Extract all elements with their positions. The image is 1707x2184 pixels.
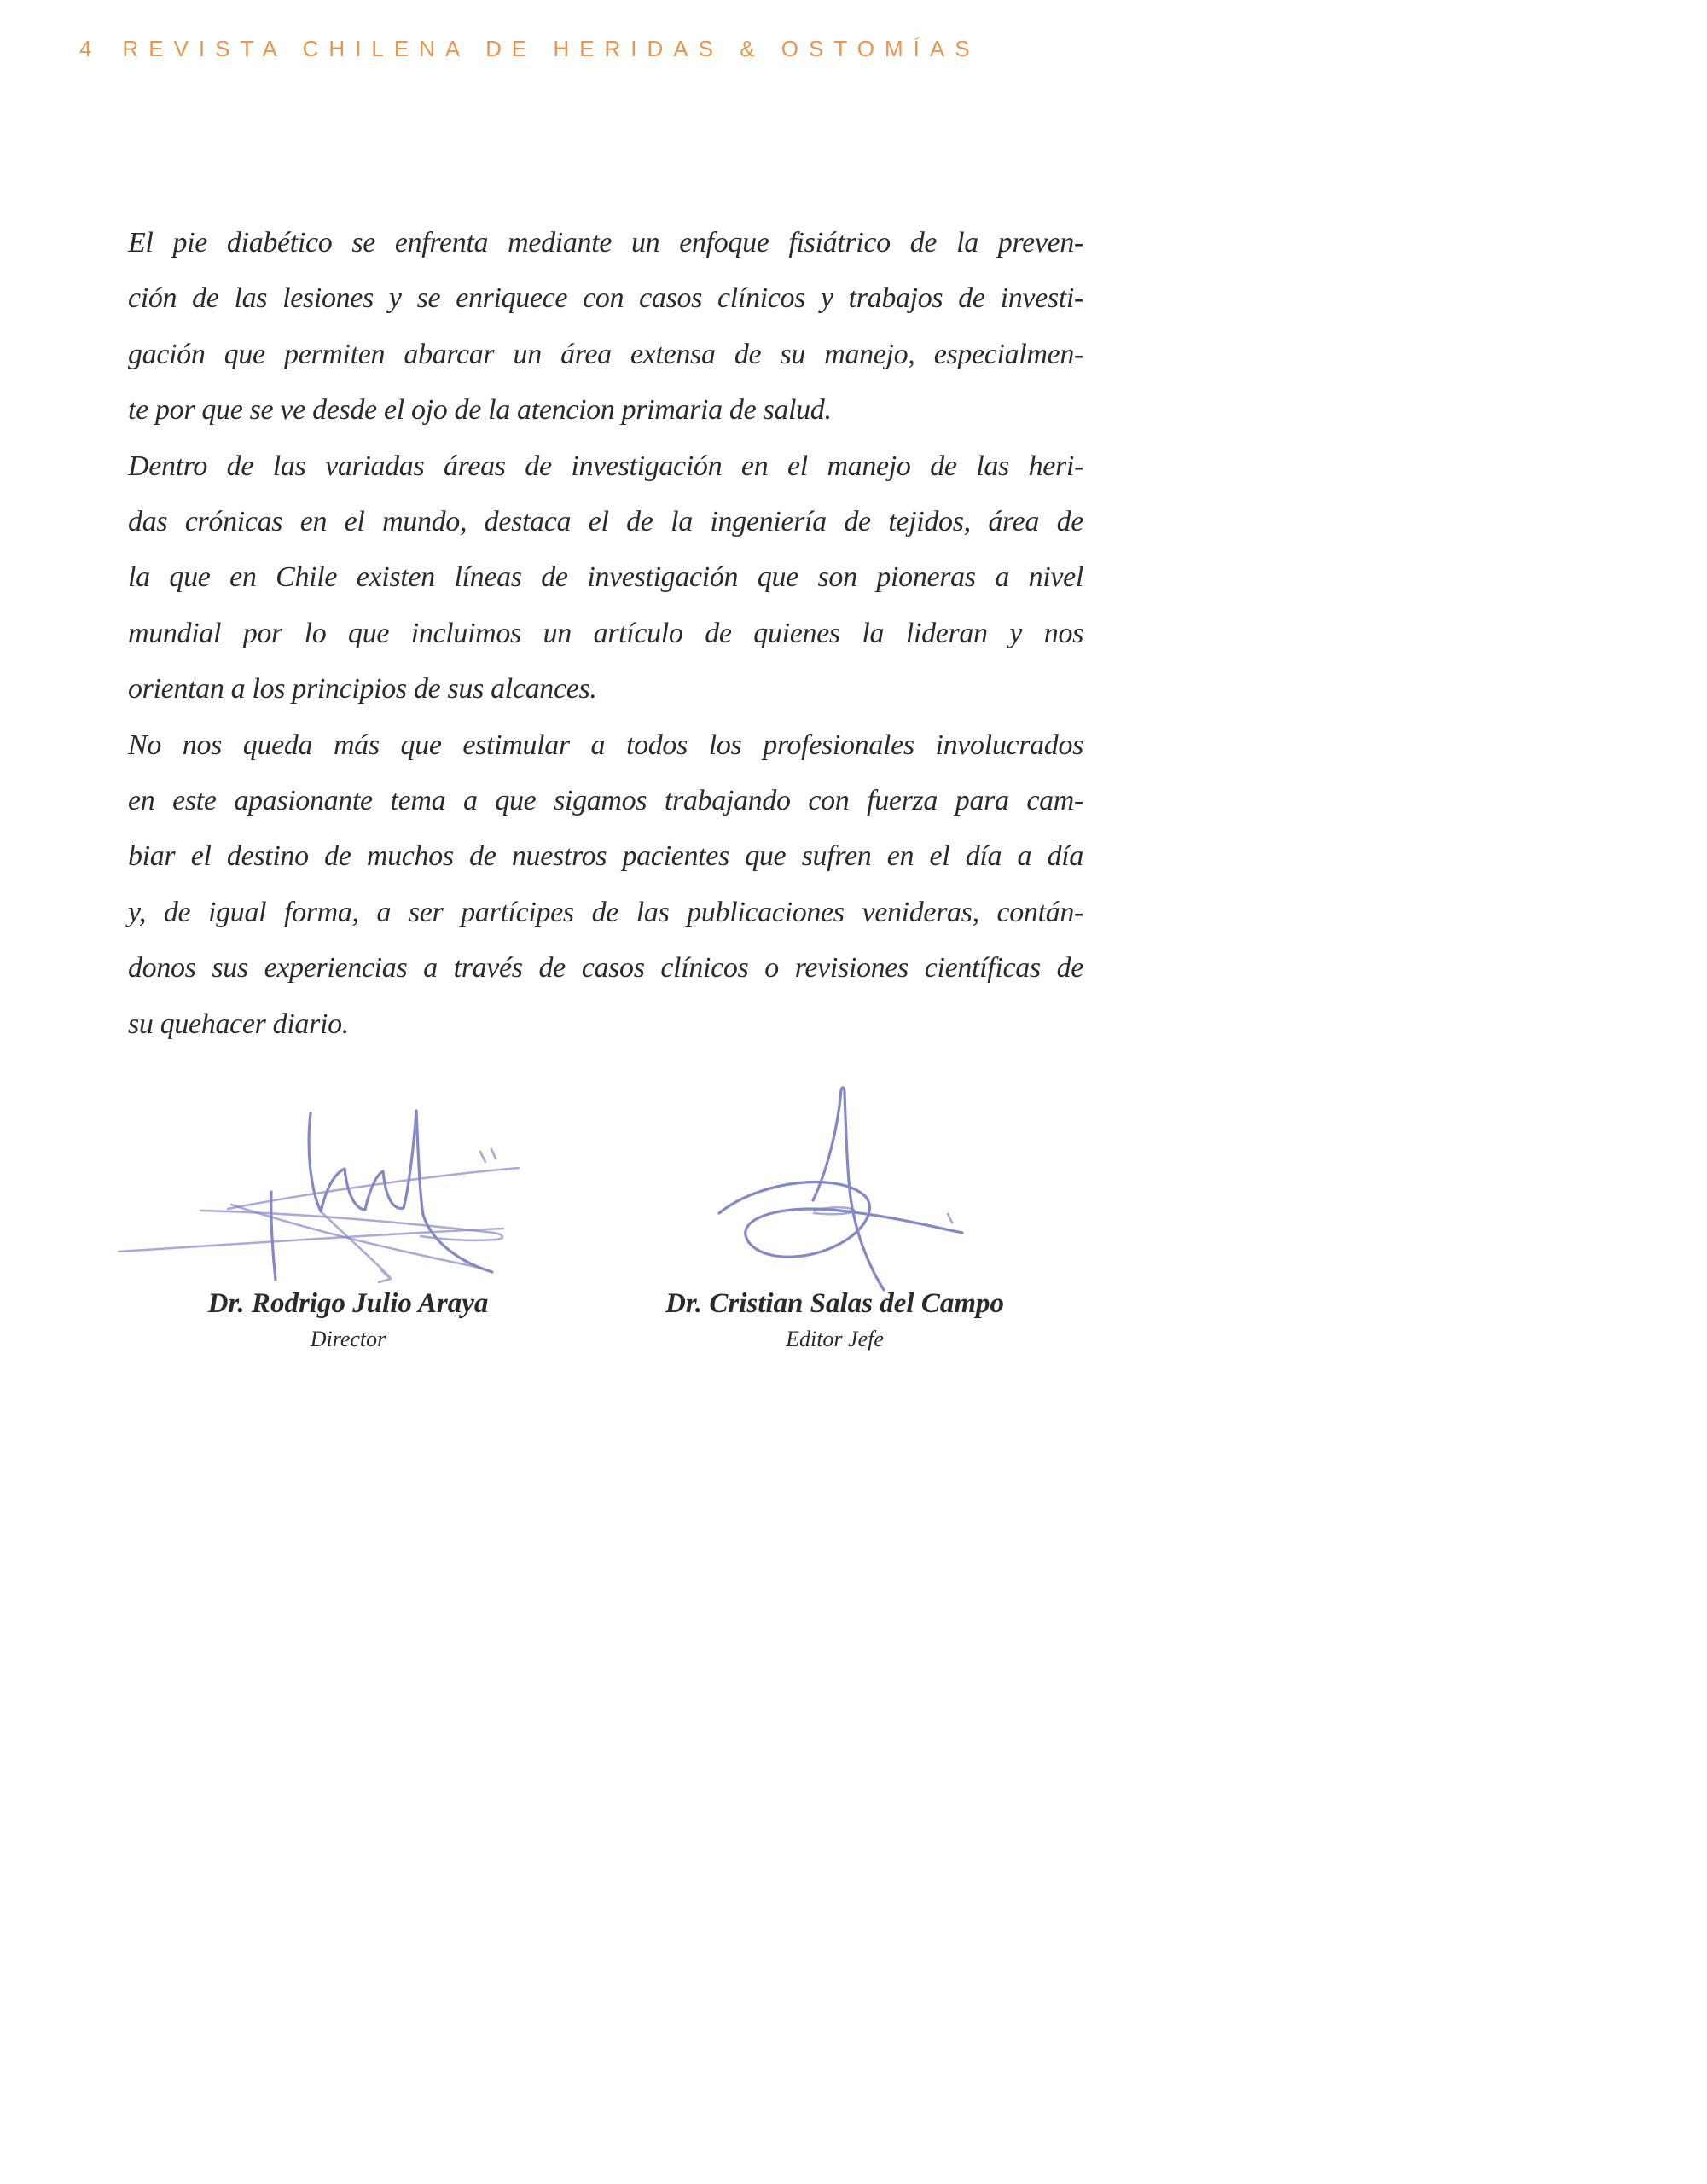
text-line: te por que se ve desde el ojo de la atencion primaria de salud. [128,394,832,427]
signatory-title-editor-jefe: Editor Jefe [786,1327,884,1351]
signatory-name-editor-jefe: Dr. Cristian Salas del Campo [665,1288,1004,1319]
text-line: ción de las lesiones y se enriquece con casos clínicos y trabajos de investi- [128,282,1083,315]
signature-cristian-salas-del-campo-ink [702,1072,988,1300]
page-number: 4 [79,36,102,61]
text-line: biar el destino de muchos de nuestros pacientes que sufren en el día a día [128,840,1083,873]
text-line: su quehacer diario. [128,1008,349,1040]
text-line: y, de igual forma, a ser partícipes de las publicaciones venideras, contán- [128,896,1083,928]
editorial-paragraph [128,439,1083,717]
text-line: El pie diabético se enfrenta mediante un enfoque fisiátrico de la preven- [128,227,1083,258]
text-line: gación que permiten abarcar un área extensa de su manejo, especialmen- [128,338,1083,370]
text-line: en este apasionante tema a que sigamos trabajando con fuerza para cam- [128,785,1083,817]
text-line: No nos queda más que estimular a todos los profesionales involucrados [128,729,1083,761]
signatory-title-director: Director [310,1327,386,1351]
editorial-text [128,215,1083,1052]
text-line: donos sus experiencias a través de casos clínicos o revisiones científicas de [128,952,1083,985]
page-header [79,36,980,62]
editorial-paragraph [128,717,1083,1052]
signatory-name-director: Dr. Rodrigo Julio Araya [207,1288,489,1319]
text-line: orientan a los principios de sus alcances. [128,673,597,706]
journal-title: REVISTA CHILENA DE HERIDAS & OSTOMÍAS [122,36,980,61]
text-line: das crónicas en el mundo, destaca el de la ingeniería de tejidos, área de [128,506,1083,538]
text-line: Dentro de las variadas áreas de investigación en el manejo de las heri- [128,450,1083,482]
text-line: la que en Chile existen líneas de investigación que son pioneras a nivel [128,561,1083,594]
signature-rodrigo-julio-araya-ink [73,1090,550,1291]
text-line: mundial por lo que incluimos un artículo de quienes la lideran y nos [128,617,1083,649]
editorial-paragraph [128,215,1083,439]
